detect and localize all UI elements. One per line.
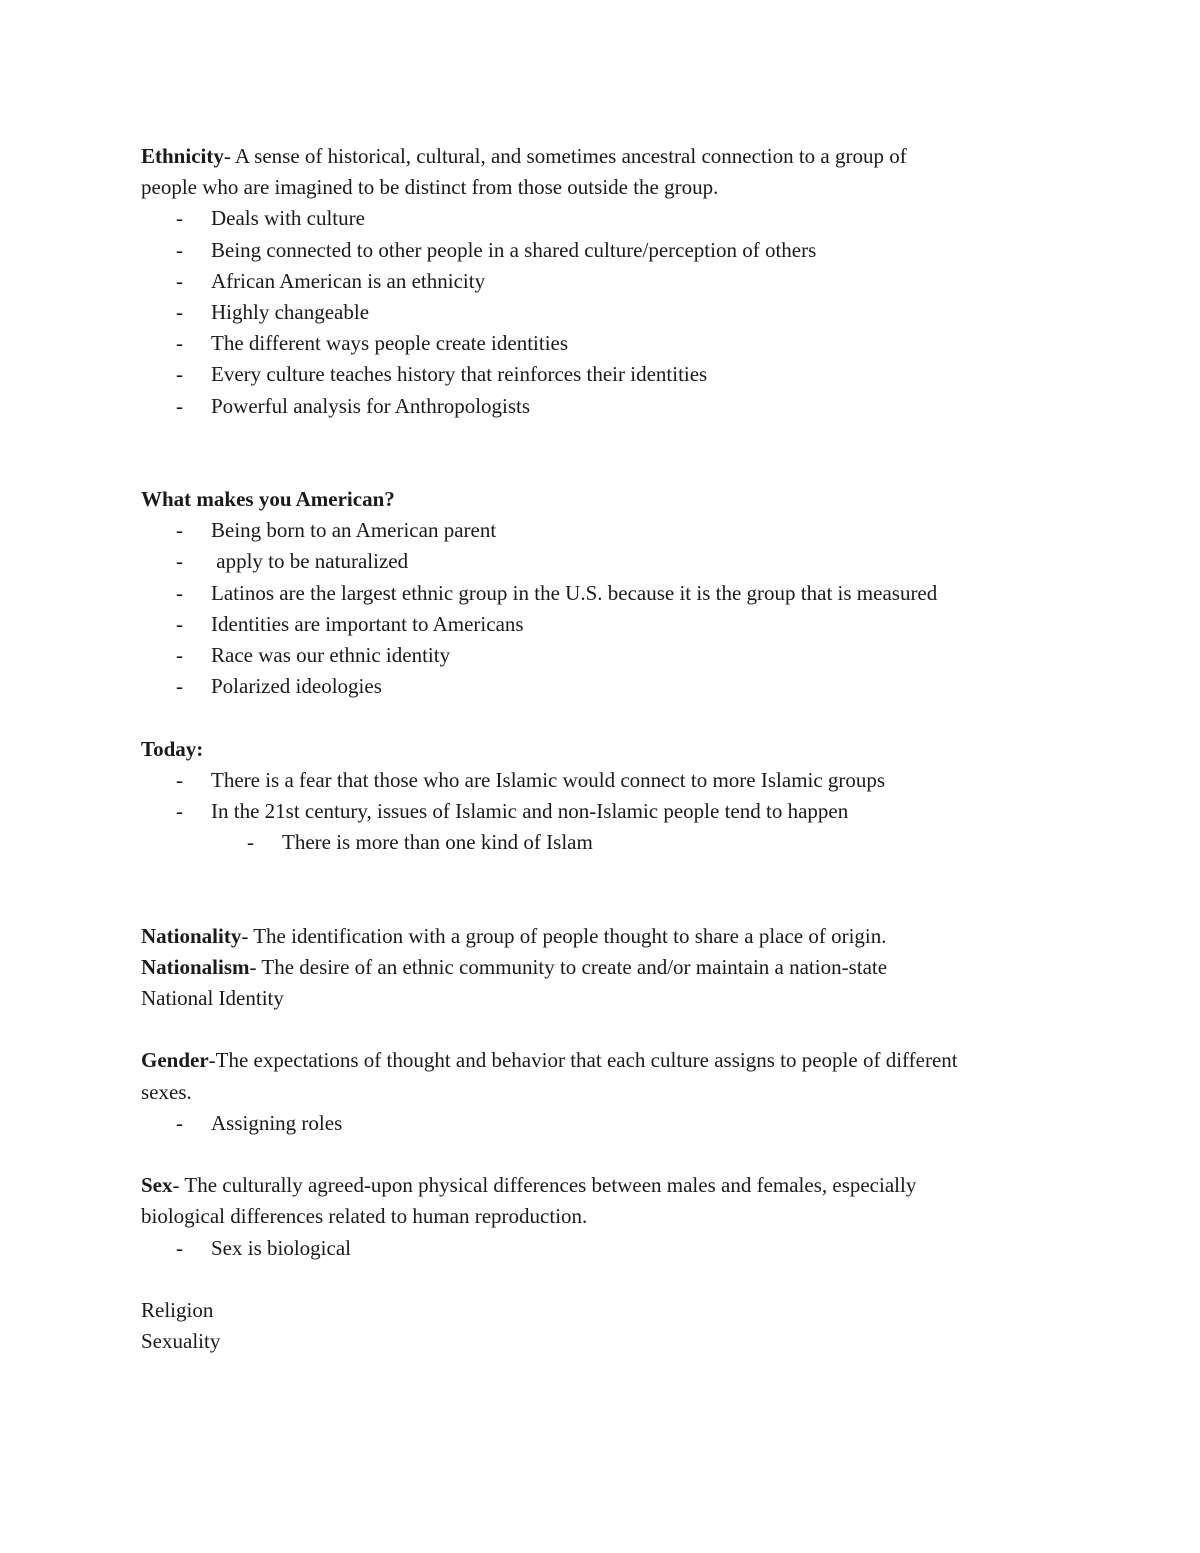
bullet-dash: - [176,518,183,543]
sex-definition-line-2: biological differences related to human reproduction. [141,1204,588,1229]
bullet-dash: - [176,767,183,792]
bullet-dash: - [176,611,183,636]
list-item [141,266,1081,297]
spacer [141,858,1081,889]
bullet-dash: - [176,580,183,605]
list-item-text: Highly changeable [211,299,370,324]
list-item [141,796,1081,827]
bullet-dash: - [176,299,183,324]
spacer [141,890,1081,921]
spacer [141,453,1081,484]
spacer [141,1139,1081,1170]
today-heading-text: Today: [141,736,204,761]
list-item [141,578,1081,609]
nationalism-definition [141,952,1081,983]
bullet-dash: - [176,798,183,823]
bullet-dash: - [247,830,254,855]
spacer [141,1014,1081,1045]
list-item-text: Powerful analysis for Anthropologists [211,393,531,418]
list-item [141,359,1081,390]
ethnicity-definition-text: - A sense of historical, cultural, and sometimes ancestral connection to a group of [223,144,907,168]
bullet-dash: - [176,1110,183,1135]
list-item [141,765,1081,796]
list-item [141,328,1081,359]
list-item-text: The different ways people create identities [211,331,569,356]
list-item-text: Being born to an American parent [211,518,497,543]
spacer [141,422,1081,453]
list-item [141,640,1081,671]
list-item-text: apply to be naturalized [211,549,409,574]
religion-line: Religion [141,1297,214,1322]
sexuality-line: Sexuality [141,1329,221,1354]
bullet-dash: - [176,206,183,231]
bullet-dash: - [176,237,183,262]
national-identity: National Identity [141,986,284,1011]
sex-definition-text: - The culturally agreed-upon physical differences between males and females, especially [172,1173,917,1198]
list-item [141,203,1081,234]
list-item-text: There is a fear that those who are Islamic would connect to more Islamic groups [211,767,886,792]
bullet-dash: - [176,393,183,418]
document-page [141,141,1081,1357]
sub-list-item [141,827,1081,858]
today-heading [141,734,1081,765]
list-item-text: In the 21st century, issues of Islamic and non-Islamic people tend to happen [211,798,849,823]
bullet-dash: - [176,1235,183,1260]
list-item [141,1233,1081,1264]
list-item [141,391,1081,422]
spacer [141,702,1081,733]
ethnicity-definition-line-1 [141,141,1081,172]
list-item-text: Race was our ethnic identity [211,643,451,667]
bullet-dash: - [176,268,183,293]
list-item-text: There is more than one kind of Islam [282,830,593,855]
american-heading [141,484,1081,515]
bullet-dash: - [176,674,183,699]
list-item-text: Assigning roles [211,1110,343,1135]
american-heading-text: What makes you American? [141,487,395,512]
nationalism-term: Nationalism [141,954,250,979]
gender-definition-line-2: sexes. [141,1079,192,1104]
spacer [141,1264,1081,1295]
nationality-definition-text: - The identification with a group of people thought to share a place of origin. [241,923,887,948]
bullet-dash: - [176,549,183,574]
list-item-text: Identities are important to Americans [211,611,524,636]
list-item-text: Being connected to other people in a shared culture/perception of others [211,237,817,262]
gender-term: Gender [141,1048,209,1073]
list-item-text: Sex is biological [211,1235,351,1260]
ethnicity-term: Ethnicity [141,144,224,168]
list-item [141,1108,1081,1139]
list-item-text: African American is an ethnicity [211,268,486,293]
sex-term: Sex [141,1173,173,1198]
nationality-definition [141,921,1081,952]
list-item [141,235,1081,266]
list-item-text: Polarized ideologies [211,674,382,699]
list-item-text: Deals with culture [211,206,365,231]
gender-definition-line-1 [141,1045,1081,1076]
sex-definition-line-1 [141,1170,1081,1201]
list-item [141,546,1081,577]
bullet-dash: - [176,331,183,356]
list-item [141,609,1081,640]
list-item [141,671,1081,702]
nationalism-definition-text: - The desire of an ethnic community to create and/or maintain a nation-state [249,954,888,979]
gender-definition-text: -The expectations of thought and behavior that each culture assigns to people of different [208,1048,958,1073]
bullet-dash: - [176,643,183,667]
list-item [141,515,1081,546]
nationality-term: Nationality [141,923,242,948]
ethnicity-definition-line-2: people who are imagined to be distinct from those outside the group. [141,175,719,200]
list-item-text: Latinos are the largest ethnic group in the U.S. because it is the group that is measured [211,580,938,605]
list-item-text: Every culture teaches history that reinforces their identities [211,362,708,387]
list-item [141,297,1081,328]
bullet-dash: - [176,362,183,387]
